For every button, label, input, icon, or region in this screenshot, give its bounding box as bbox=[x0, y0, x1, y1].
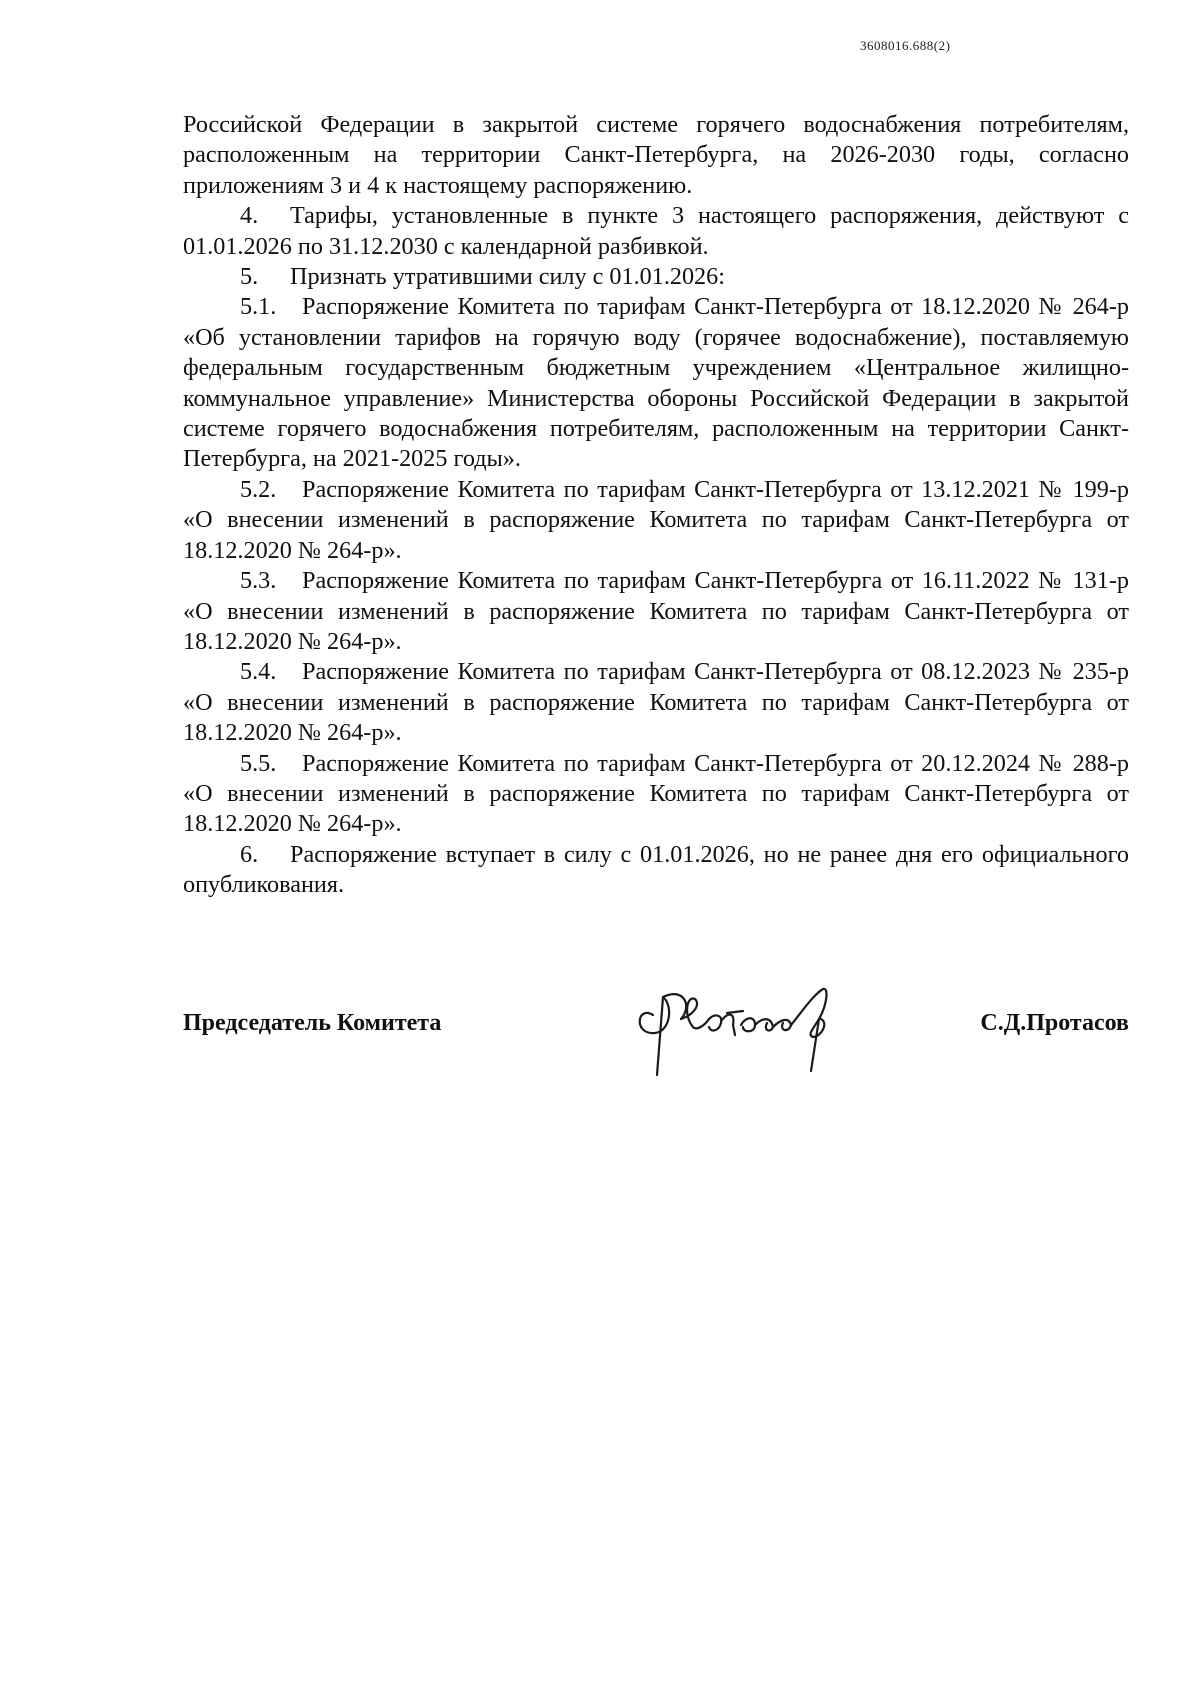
item-5-4 bbox=[183, 657, 1129, 748]
item-text: Признать утратившими силу с 01.01.2026: bbox=[290, 263, 725, 291]
item-number: 4. bbox=[240, 202, 259, 230]
item-5-1 bbox=[183, 292, 1129, 474]
item-5-2 bbox=[183, 475, 1129, 566]
handwritten-signature bbox=[623, 975, 883, 1085]
item-4 bbox=[183, 201, 1129, 262]
item-5-5 bbox=[183, 749, 1129, 840]
item-5-3 bbox=[183, 566, 1129, 657]
item-number: 6. bbox=[240, 840, 259, 868]
item-text: Распоряжение Комитета по тарифам Санкт-Петербурга от 18.12.2020 № 264-р «Об установлении тарифов на горячую воду (горячее водоснабжение), поставляемую федеральным государственным бюджетным учреждением «Центральное жилищно-коммунальное управление» Министерства обороны Российской Федерации в закрытой системе горячего водоснабжения потребителям, расположенным на территории Санкт-Петербурга, на 2021-2025 годы». bbox=[183, 293, 1129, 473]
item-number: 5.3. bbox=[240, 567, 277, 595]
item-text: Распоряжение Комитета по тарифам Санкт-Петербурга от 13.12.2021 № 199-р «О внесении изменений в распоряжение Комитета по тарифам Санкт-Петербурга от 18.12.2020 № 264-р». bbox=[183, 475, 1129, 564]
item-text: Распоряжение Комитета по тарифам Санкт-Петербурга от 16.11.2022 № 131-р «О внесении изменений в распоряжение Комитета по тарифам Санкт-Петербурга от 18.12.2020 № 264-р». bbox=[183, 567, 1129, 655]
signature-block bbox=[183, 985, 1129, 1095]
signatory-title: Председатель Комитета bbox=[183, 1010, 442, 1036]
document-number: 3608016.688(2) bbox=[860, 38, 951, 53]
item-text: Распоряжение Комитета по тарифам Санкт-Петербурга от 20.12.2024 № 288-р «О внесении изменений в распоряжение Комитета по тарифам Санкт-Петербурга от 18.12.2020 № 264-р». bbox=[183, 749, 1129, 838]
document-body bbox=[183, 110, 1129, 901]
item-text: Распоряжение вступает в силу с 01.01.2026, но не ранее дня его официального опубликования. bbox=[183, 840, 1129, 899]
item-text: Тарифы, установленные в пункте 3 настоящего распоряжения, действуют с 01.01.2026 по 31.12.2030 с календарной разбивкой. bbox=[183, 202, 1129, 260]
item-number: 5.1. bbox=[240, 293, 277, 321]
item-number: 5.2. bbox=[240, 475, 277, 503]
signatory-name: С.Д.Протасов bbox=[980, 1010, 1129, 1036]
item-number: 5.4. bbox=[240, 658, 277, 686]
item-number: 5. bbox=[240, 263, 259, 291]
item-5 bbox=[183, 262, 1129, 292]
intro-paragraph: Российской Федерации в закрытой системе горячего водоснабжения потребителям, расположенным на территории Санкт-Петербурга, на 2026-2030 годы, согласно приложениям 3 и 4 к настоящему распоряжению. bbox=[183, 111, 1129, 199]
item-number: 5.5. bbox=[240, 749, 277, 777]
item-text: Распоряжение Комитета по тарифам Санкт-Петербурга от 08.12.2023 № 235-р «О внесении изменений в распоряжение Комитета по тарифам Санкт-Петербурга от 18.12.2020 № 264-р». bbox=[183, 658, 1129, 747]
item-6 bbox=[183, 840, 1129, 901]
